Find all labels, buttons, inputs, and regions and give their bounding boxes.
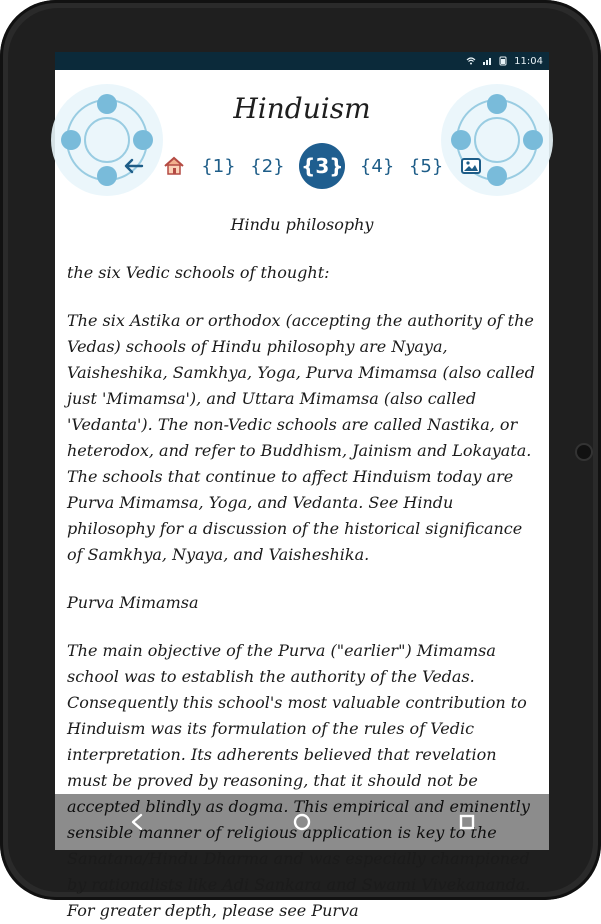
back-button[interactable] (124, 809, 150, 835)
battery-icon (498, 56, 508, 66)
front-camera (575, 443, 593, 461)
system-navbar (55, 794, 549, 850)
signal-icon (482, 56, 492, 66)
status-time: 11:04 (514, 55, 543, 67)
page-1-button[interactable]: {1} (201, 155, 236, 177)
article-heading: Hindu philosophy (230, 215, 374, 234)
page-3-button[interactable]: {3} (299, 143, 345, 189)
recent-apps-icon (454, 809, 480, 835)
page-5-button[interactable]: {5} (408, 155, 444, 177)
wifi-icon (466, 56, 476, 66)
home-icon[interactable] (161, 153, 187, 179)
home-button[interactable] (289, 809, 315, 835)
status-bar (55, 52, 549, 70)
page-2-button[interactable]: {2} (250, 155, 285, 177)
article-subheading: the six Vedic schools of thought: (67, 263, 330, 282)
page-navigation (120, 142, 484, 190)
image-gallery-icon[interactable] (458, 153, 484, 179)
back-icon (124, 809, 150, 835)
back-arrow-icon[interactable] (120, 153, 146, 179)
status-icons (466, 56, 508, 66)
page-4-button[interactable]: {4} (359, 155, 395, 177)
article-content (67, 212, 537, 920)
article-paragraph-1: The six Astika or orthodox (accepting the authority of the Vedas) schools of Hindu philosophy are Nyaya, Vaisheshika, Samkhya, Yoga, Purva Mimamsa (also called just 'Mimamsa'), and Uttara Mimamsa (also called 'Vedanta'). The non-Vedic schools are called Nastika, or heterodox, and refer to Buddhism, Jainism and Lokayata. The schools that continue to affect Hinduism today are Purva Mimamsa, Yoga, and Vedanta. See Hindu philosophy for a discussion of the historical significance of Samkhya, Nyaya, and Vaisheshika. (67, 311, 535, 564)
home-circle-icon (289, 809, 315, 835)
article-paragraph-2: The main objective of the Purva ("earlier") Mimamsa school was to establish the authority of the Vedas. Consequently this school's most valuable contribution to Hinduism was its formulation of the rules of Vedic interpretation. Its adherents believed that revelation must be proved by reasoning, that it should not be accepted blindly as dogma. This empirical and eminently sensible manner of religious application is key to the Sanatana/Hindu Dharma and was especially championed by rationalists like Adi Sankara and Swami Vivekananda. For greater depth, please see Purva (67, 641, 531, 920)
section-heading: Purva Mimamsa (67, 593, 199, 612)
app-screen (55, 52, 549, 920)
recent-apps-button[interactable] (454, 809, 480, 835)
page-title: Hinduism (233, 92, 371, 125)
